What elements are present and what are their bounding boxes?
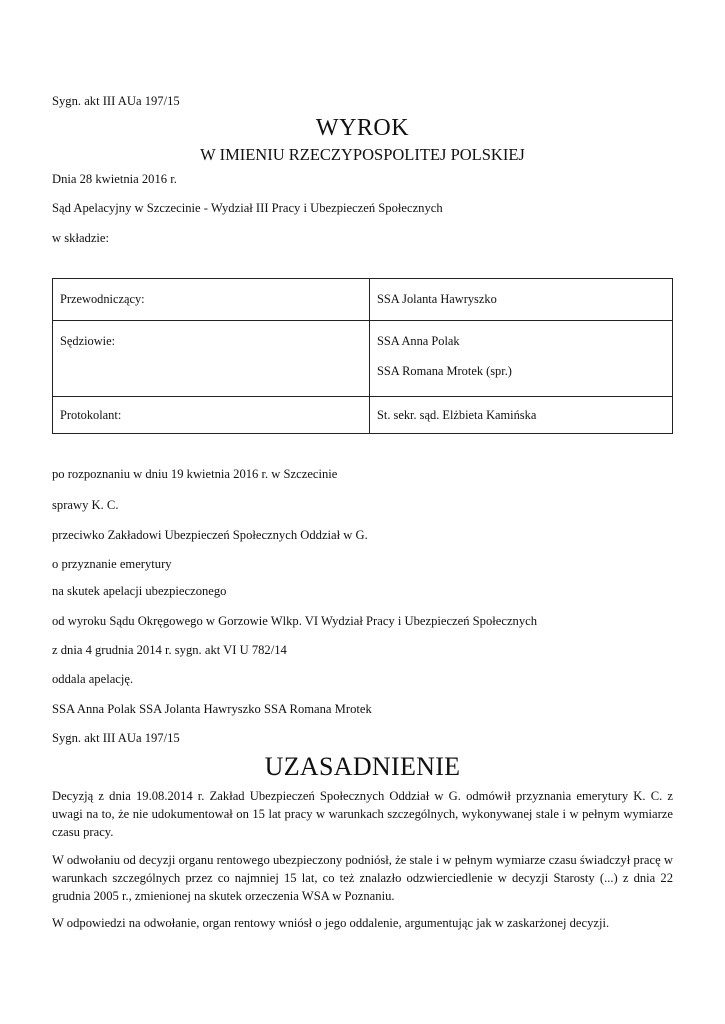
judge-2: SSA Romana Mrotek (spr.)	[377, 364, 512, 378]
judges-label: Sędziowie:	[60, 334, 116, 348]
judgment-title: WYROK	[315, 115, 410, 141]
justification-title: UZASADNIENIE	[264, 752, 461, 781]
justification-paragraph-2: W odwołaniu od decyzji organu rentowego ubezpieczony podniósł, że stale i w pełnym wymiarze czasu świadczył pracę w warunkach szczególnych przez co najmniej 15 lat, co też znalazło odzwierciedlenie w decyzji Starosty (...) z dnia 22 grudnia 2005 r., zmienionej na skutek orzeczenia WSA w Poznaniu.	[52, 853, 673, 903]
composition-label: w składzie:	[52, 231, 110, 245]
justification-paragraph-1: Decyzją z dnia 19.08.2014 r. Zakład Ubezpieczeń Społecznych Oddział w G. odmówił przyznania emerytury K. C. z uwagi na to, że nie udokumentował on 15 lat pracy w warunkach szczególnych, wykonywanej stale i w pełnym wymiarze czasu pracy.	[52, 789, 673, 839]
composition-row-chair	[53, 279, 673, 321]
composition-table	[52, 278, 673, 434]
ruling-line-7: z dnia 4 grudnia 2014 r. sygn. akt VI U 782/14	[52, 643, 287, 657]
composition-row-judges	[53, 321, 673, 397]
court-name: Sąd Apelacyjny w Szczecinie - Wydział III Pracy i Ubezpieczeń Społecznych	[52, 201, 443, 215]
judgment-date: Dnia 28 kwietnia 2016 r.	[52, 172, 177, 186]
judges-signatures: SSA Anna Polak SSA Jolanta Hawryszko SSA Romana Mrotek	[52, 702, 372, 716]
ruling-line-8: oddala apelację.	[52, 672, 134, 686]
ruling-line-4: o przyznanie emerytury	[52, 557, 172, 571]
case-signature-top: Sygn. akt III AUa 197/15	[52, 94, 180, 108]
ruling-line-6: od wyroku Sądu Okręgowego w Gorzowie Wlkp. VI Wydział Pracy i Ubezpieczeń Społecznych	[52, 614, 538, 628]
ruling-line-1: po rozpoznaniu w dniu 19 kwietnia 2016 r. w Szczecinie	[52, 467, 338, 481]
justification-paragraph-3: W odpowiedzi na odwołanie, organ rentowy wniósł o jego oddalenie, argumentując jak w zaskarżonej decyzji.	[52, 916, 610, 930]
case-signature-bottom: Sygn. akt III AUa 197/15	[52, 731, 180, 745]
ruling-line-5: na skutek apelacji ubezpieczonego	[52, 584, 227, 598]
chair-label: Przewodniczący:	[60, 292, 145, 306]
judge-1: SSA Anna Polak	[377, 334, 460, 348]
judgment-subtitle: W IMIENIU RZECZYPOSPOLITEJ POLSKIEJ	[200, 145, 525, 164]
clerk-label: Protokolant:	[60, 408, 122, 422]
ruling-line-3: przeciwko Zakładowi Ubezpieczeń Społecznych Oddział w G.	[52, 528, 368, 542]
ruling-line-2: sprawy K. C.	[52, 498, 119, 512]
composition-row-clerk	[53, 397, 673, 434]
chair-value: SSA Jolanta Hawryszko	[377, 292, 497, 306]
clerk-value: St. sekr. sąd. Elżbieta Kamińska	[377, 408, 537, 422]
